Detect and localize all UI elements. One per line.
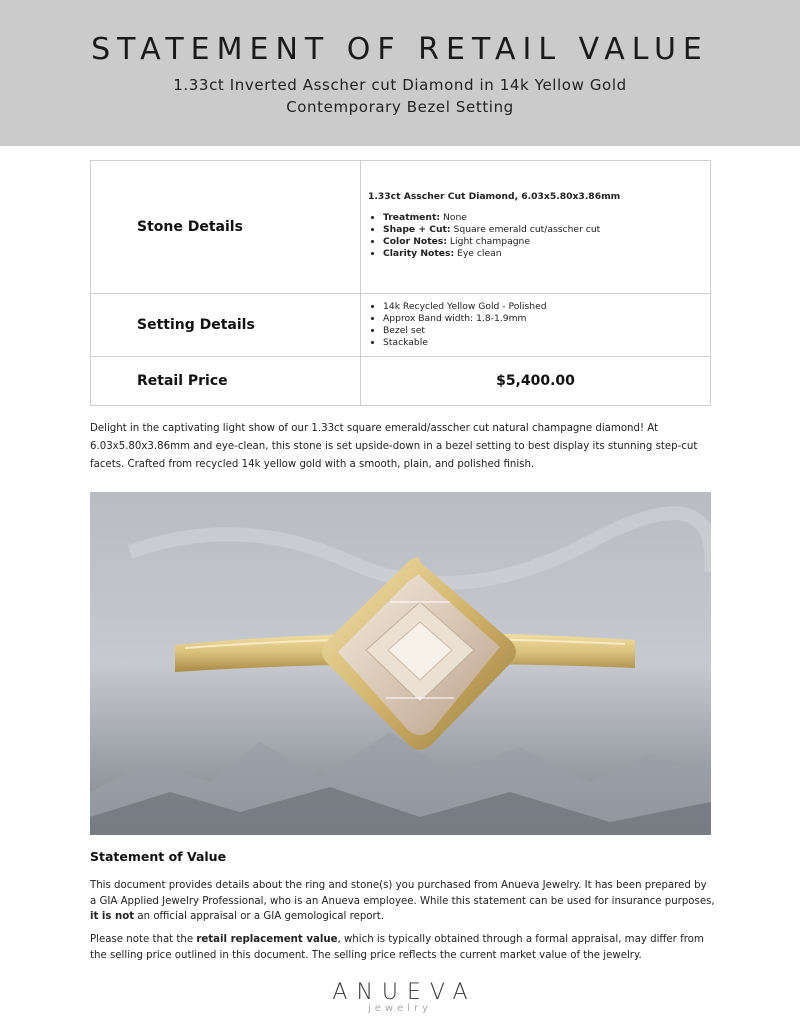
setting-details-label: Setting Details (91, 294, 361, 357)
stone-item-value: Eye clean (454, 247, 502, 259)
anueva-logo (300, 980, 500, 1014)
product-description: Delight in the captivating light show of our 1.33ct square emerald/asscher cut natural champagne diamond! At 6.03x5.80x3.86mm and eye-clean, this stone is set upside-down in a bezel setting to best display its stunning step-cut facets. Crafted from recycled 14k yellow gold with a smooth, plain, and polished finish. (90, 423, 698, 470)
setting-details-list (368, 301, 710, 349)
stone-item-key: Treatment: (383, 211, 441, 223)
retail-price-label: Retail Price (91, 357, 361, 406)
retail-price-row (91, 357, 711, 406)
logo-brand: ANUEVA (332, 980, 477, 1005)
para1-bold: it is not (90, 911, 135, 922)
stone-details-list (368, 212, 710, 260)
list-item (383, 224, 710, 236)
stone-item-value: Square emerald cut/asscher cut (450, 223, 601, 235)
statement-paragraph-1 (90, 878, 715, 925)
setting-details-value (361, 294, 711, 357)
logo-tagline: jewelry (367, 1003, 433, 1014)
list-item: • Approx Band width: 1.8-1.9mm (383, 313, 710, 325)
para2-bold: retail replacement value (196, 934, 338, 945)
ring-image (90, 492, 711, 835)
statement-title: Statement of Value (90, 849, 227, 864)
stone-item-key: Shape + Cut: (383, 223, 451, 235)
list-item (383, 248, 710, 260)
list-item: • Stackable (383, 337, 710, 349)
stone-item-value: None (440, 211, 467, 223)
stone-details-value (361, 161, 711, 294)
list-item: • Bezel set (383, 325, 710, 337)
stone-heading: 1.33ct Asscher Cut Diamond, 6.03x5.80x3.86mm (368, 190, 621, 202)
ring-photo (90, 492, 711, 835)
stone-item-key: Color Notes: (383, 235, 448, 247)
stone-details-row (91, 161, 711, 294)
list-item: • 14k Recycled Yellow Gold - Polished (383, 301, 710, 313)
stone-details-label: Stone Details (91, 161, 361, 294)
statement-paragraph-2 (90, 932, 715, 963)
document-subtitle-line1: 1.33ct Inverted Asscher cut Diamond in 14k Yellow Gold (173, 76, 627, 94)
para1-text: This document provides details about the ring and stone(s) you purchased from Anueva Jewelry. It has been prepared by a GIA Applied Jewelry Professional, who is an Anueva employee. While this statement can be used for insurance purposes, (90, 880, 715, 907)
para2-text: Please note that the (90, 934, 197, 945)
document-subtitle-line2: Contemporary Bezel Setting (286, 98, 514, 116)
list-item (383, 236, 710, 248)
list-item (383, 212, 710, 224)
retail-price-value: $5,400.00 (361, 357, 711, 406)
stone-item-value: Light champagne (447, 235, 531, 247)
stone-item-key: Clarity Notes: (383, 247, 455, 259)
para2-text-end: , which is typically obtained through a formal appraisal, may differ from the selling price outlined in this document. The selling price reflects the current market value of the jewelry. (90, 934, 704, 961)
details-table (90, 160, 711, 406)
setting-details-row (91, 294, 711, 357)
header-banner (0, 0, 800, 146)
para1-text-end: an official appraisal or a GIA gemological report. (134, 911, 384, 922)
document-title: STATEMENT OF RETAIL VALUE (91, 32, 709, 67)
